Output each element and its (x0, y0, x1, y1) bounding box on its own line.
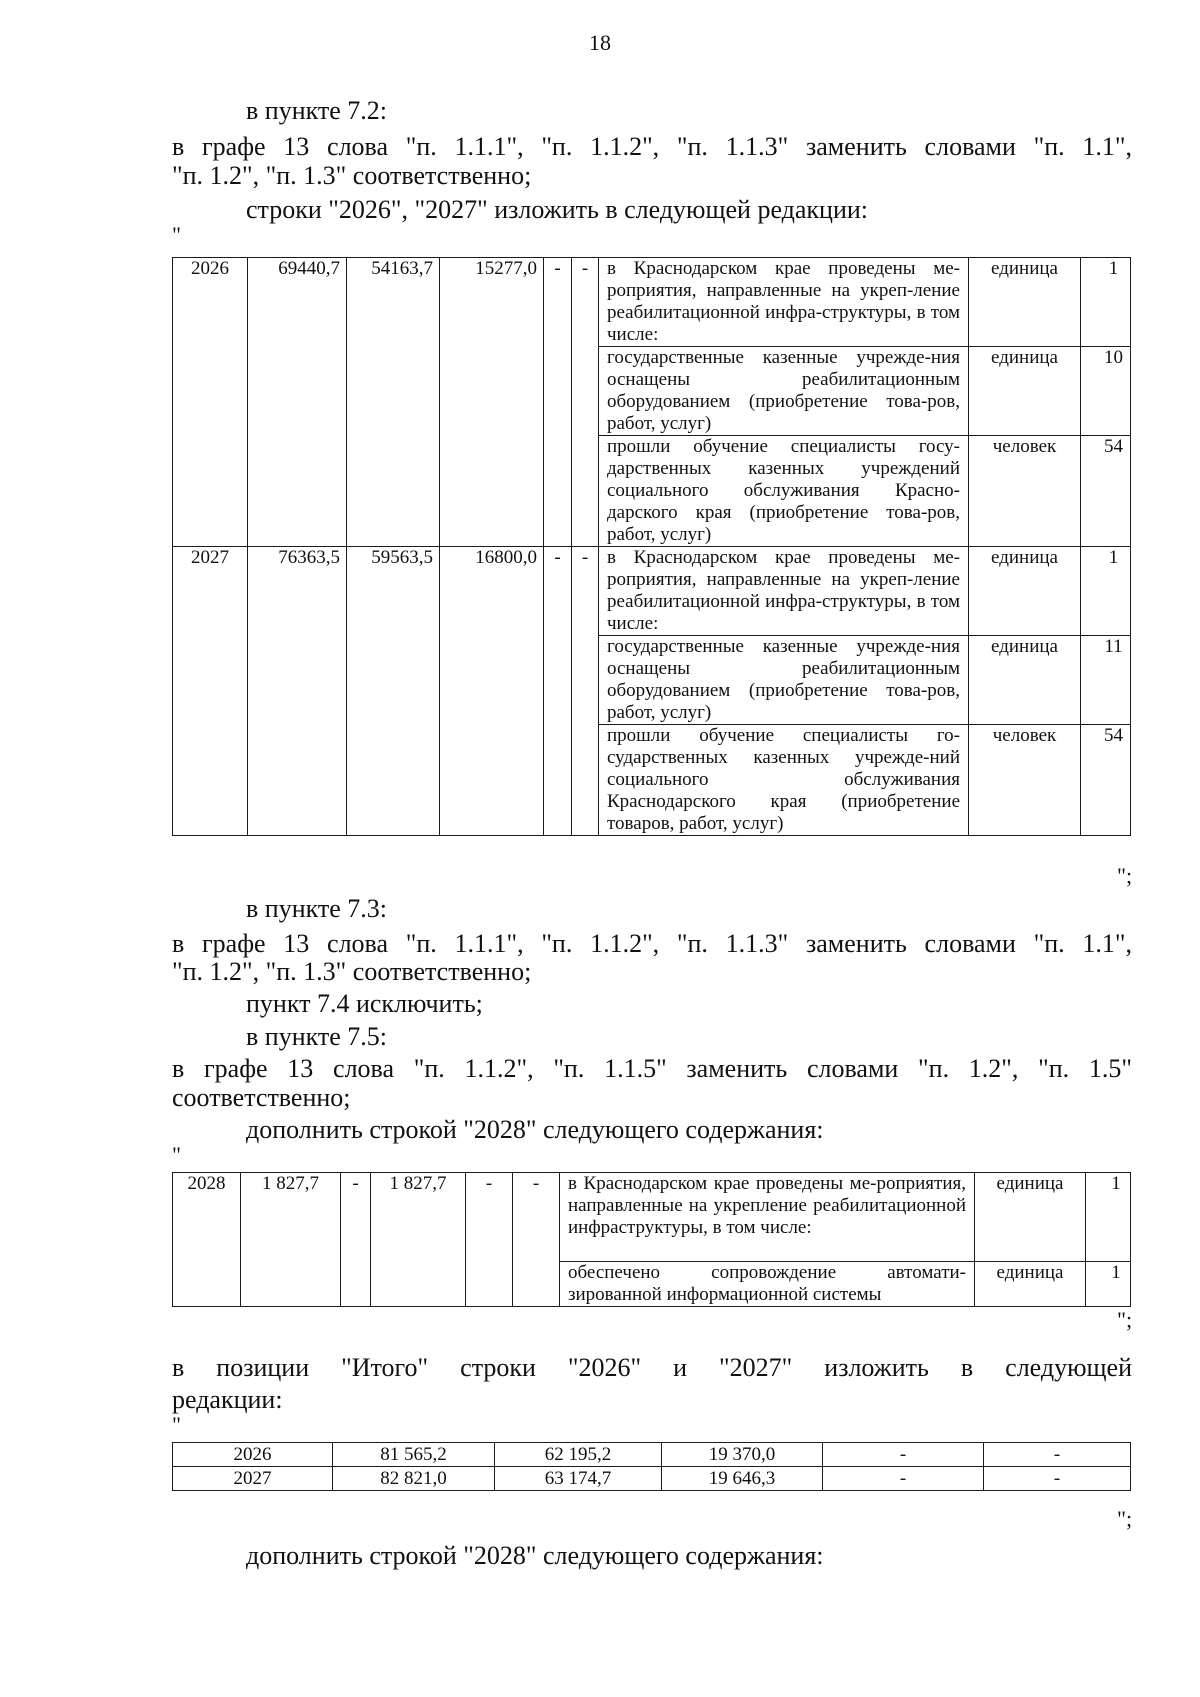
itogo-line2: редакции: (172, 1385, 283, 1414)
table-row (173, 1443, 1131, 1467)
amount-cell: 16800,0 (440, 547, 544, 836)
year-cell: 2026 (173, 258, 248, 547)
table-row (173, 547, 1131, 636)
dash-cell: - (341, 1173, 371, 1307)
total-cell: 82 821,0 (333, 1467, 495, 1491)
indicator-text: прошли обучение специалисты го-сударственных казенных учрежде-ний социального обслуживания Краснодарского края (приобретение товаров, работ, услуг) (599, 725, 969, 836)
value-cell: 1 (1081, 547, 1131, 636)
close-quote: "; (1117, 1307, 1133, 1332)
table-row (173, 258, 1131, 347)
open-quote: " (172, 222, 181, 247)
section-73-line1: в графе 13 слова "п. 1.1.1", "п. 1.1.2", "п. 1.1.3" заменить словами "п. 1.1", (172, 929, 1132, 958)
unit-cell: единица (975, 1173, 1086, 1262)
dash-cell: - (544, 258, 572, 547)
value-cell: 1 (1086, 1262, 1131, 1307)
unit-cell: человек (969, 725, 1081, 836)
open-quote: " (172, 1412, 181, 1437)
final-line: дополнить строкой "2028" следующего содержания: (246, 1541, 824, 1570)
dash-cell: - (513, 1173, 560, 1307)
table-7-2 (172, 257, 1131, 836)
unit-cell: единица (969, 258, 1081, 347)
value-cell: 10 (1081, 347, 1131, 436)
dash-cell: - (544, 547, 572, 836)
dash-cell: - (823, 1467, 984, 1491)
unit-cell: единица (969, 547, 1081, 636)
value-cell: 11 (1081, 636, 1131, 725)
indicator-text: обеспечено сопровождение автомати-зированной информационной системы (560, 1262, 975, 1307)
indicator-text: государственные казенные учрежде-ния оснащены реабилитационным оборудованием (приобретение това-ров, работ, услуг) (599, 347, 969, 436)
dash-cell: - (572, 547, 599, 836)
amount-cell: 54163,7 (347, 258, 440, 547)
section-75-line2: соответственно; (172, 1083, 351, 1112)
page-number: 18 (589, 30, 611, 55)
table-row (173, 1467, 1131, 1491)
open-quote: " (172, 1142, 181, 1167)
indicator-text: в Краснодарском крае проведены ме-роприятия, направленные на укреп-ление реабилитационной инфра-структуры, в том числе: (599, 258, 969, 347)
year-cell: 2027 (173, 1467, 333, 1491)
dash-cell: - (572, 258, 599, 547)
amount-cell: 63 174,7 (495, 1467, 662, 1491)
value-cell: 1 (1081, 258, 1131, 347)
close-quote: "; (1117, 1506, 1133, 1531)
amount-cell: 19 370,0 (662, 1443, 823, 1467)
dash-cell: - (466, 1173, 513, 1307)
value-cell: 54 (1081, 436, 1131, 547)
point-74-text: пункт 7.4 исключить; (246, 989, 483, 1018)
section-72-line2: "п. 1.2", "п. 1.3" соответственно; (172, 161, 532, 190)
table-itogo (172, 1442, 1131, 1491)
value-cell: 54 (1081, 725, 1131, 836)
section-72-header: в пункте 7.2: (246, 96, 388, 125)
year-cell: 2028 (173, 1173, 241, 1307)
dash-cell: - (984, 1467, 1131, 1491)
table-row (173, 1173, 1131, 1262)
dash-cell: - (984, 1443, 1131, 1467)
year-cell: 2026 (173, 1443, 333, 1467)
unit-cell: человек (969, 436, 1081, 547)
year-cell: 2027 (173, 547, 248, 836)
dash-cell: - (823, 1443, 984, 1467)
value-cell: 1 (1086, 1173, 1131, 1262)
itogo-line1: в позиции "Итого" строки "2026" и "2027" изложить в следующей (172, 1353, 1132, 1382)
unit-cell: единица (975, 1262, 1086, 1307)
indicator-text: государственные казенные учрежде-ния оснащены реабилитационным оборудованием (приобретение това-ров, работ, услуг) (599, 636, 969, 725)
add-2028-text: дополнить строкой "2028" следующего содержания: (246, 1115, 824, 1144)
close-quote: "; (1117, 863, 1133, 888)
total-cell: 76363,5 (248, 547, 347, 836)
total-cell: 1 827,7 (241, 1173, 341, 1307)
unit-cell: единица (969, 347, 1081, 436)
section-75-header: в пункте 7.5: (246, 1022, 388, 1051)
amount-cell: 62 195,2 (495, 1443, 662, 1467)
indicator-text: в Краснодарском крае проведены ме-роприятия, направленные на укрепление реабилитационной инфраструктуры, в том числе: (560, 1173, 975, 1262)
amount-cell: 15277,0 (440, 258, 544, 547)
section-75-line1: в графе 13 слова "п. 1.1.2", "п. 1.1.5" заменить словами "п. 1.2", "п. 1.5" (172, 1054, 1132, 1083)
indicator-text: в Краснодарском крае проведены ме-роприятия, направленные на укреп-ление реабилитационной инфра-структуры, в том числе: (599, 547, 969, 636)
total-cell: 69440,7 (248, 258, 347, 547)
unit-cell: единица (969, 636, 1081, 725)
amount-cell: 1 827,7 (371, 1173, 466, 1307)
total-cell: 81 565,2 (333, 1443, 495, 1467)
section-72-line1: в графе 13 слова "п. 1.1.1", "п. 1.1.2", "п. 1.1.3" заменить словами "п. 1.1", (172, 132, 1132, 161)
indicator-text: прошли обучение специалисты госу-дарственных казенных учреждений социального обслуживания Красно-дарского края (приобретение това-ров, работ, услуг) (599, 436, 969, 547)
section-73-line2: "п. 1.2", "п. 1.3" соответственно; (172, 957, 532, 986)
section-73-header: в пункте 7.3: (246, 894, 388, 923)
table-2028 (172, 1172, 1131, 1307)
section-72-line3: строки "2026", "2027" изложить в следующей редакции: (246, 195, 869, 224)
amount-cell: 59563,5 (347, 547, 440, 836)
amount-cell: 19 646,3 (662, 1467, 823, 1491)
